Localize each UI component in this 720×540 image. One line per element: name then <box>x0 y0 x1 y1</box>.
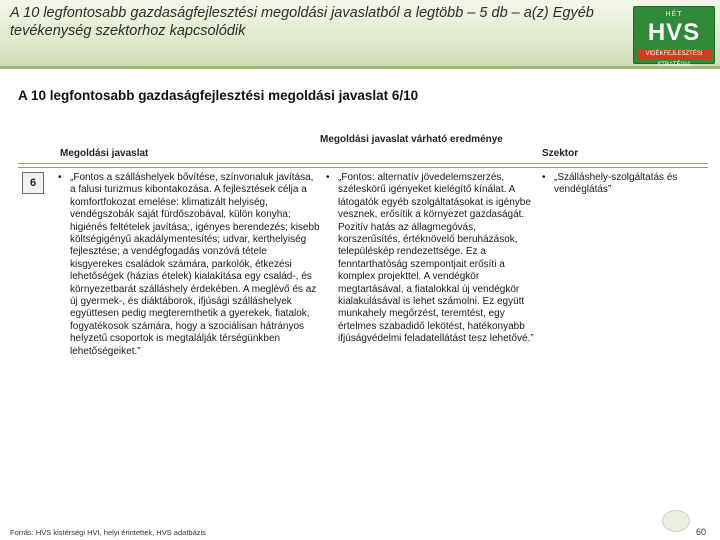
page-subtitle: A 10 legfontosabb gazdaságfejlesztési megoldási javaslat 6/10 <box>18 88 419 103</box>
source-footnote: Forrás: HVS kistérségi HVI, helyi érintettek, HVS adatbázis <box>10 528 206 537</box>
page-number: 60 <box>696 527 707 537</box>
logo-top-text: HÉT <box>665 11 683 18</box>
logo-sub-text: VIDÉKFEJLESZTÉSI STRATÉGIA <box>637 49 711 60</box>
slide-title: A 10 legfontosabb gazdaságfejlesztési megoldási javaslatból a legtöbb – 5 db – a(z) Egyéb tevékenység szektorhoz kapcsolódik <box>10 5 594 39</box>
watermark-logo-icon <box>662 510 690 532</box>
column-header-expected-result: Megoldási javaslat várható eredménye <box>320 134 503 145</box>
column-header-proposal: Megoldási javaslat <box>60 148 149 159</box>
proposal-cell <box>58 172 320 358</box>
sector-cell <box>542 172 707 197</box>
bullet-icon: • <box>326 172 330 183</box>
bullet-icon: • <box>542 172 546 183</box>
logo-main-text: HVS <box>647 19 701 46</box>
expected-result-text: „Fontos: alternatív jövedelemszerzés, széleskörű igényeket kielégítő kínálat. A látogatók egyéb szolgáltatásokat is igénybe vesznek, erősítik a környezet gazdaságát. Pozitív hatás az állagmegóvás, korszerűsítés, értéknövelő beruházások, településkép rendezettsége. Ez a fenntarthatóság szempontjait erősíti a komplex projekttel. A vendégkör megtartásával, a fiatalokkal új vendégkör kialakulásával is lehet számolni. Ez együtt munkahely megőrzést, teremtést, egy értelmes szabadidő lekötést, hatékonyabb ifjúságvédelmi feladatellátást tesz lehetővé.” <box>338 172 534 345</box>
header-divider <box>0 66 720 69</box>
sector-text: „Szálláshely-szolgáltatás és vendéglátás” <box>554 172 678 196</box>
header-rule-top <box>18 163 708 164</box>
row-number-badge: 6 <box>22 172 44 194</box>
column-header-sector: Szektor <box>542 148 579 159</box>
hvs-logo <box>633 6 715 68</box>
bullet-icon: • <box>58 172 62 183</box>
header-rule-bottom <box>18 167 708 168</box>
proposal-text: „Fontos a szálláshelyek bővítése, színvonaluk javítása, a falusi turizmus kibontakozása. A fejlesztések célja a komfortfokozat emelése: klimatizált helyiség, vendégszobák saját fürdőszobával, külön konyha; higiénés feltételek javítása;, igényes berendezés; kisebb költségigényű akadálymentesítés; udvar, kerthelyiség fejlesztése; a vendégfogadás vonzóvá tétele kisgyerekes családok számára, parkolók, étkezési lehetőségek (házias ételek) kialakítása egy család-, és környezetbarát szálláshely érdekében. A meglévő és az új gyermek-, és diáktáborok, ifjúsági szálláshelyek együttesen pedig megteremthetik a gyerekek, fiatalok, fogyatékosok számára, hogy a szociálisan hátrányos helyzetű csoportok is megtalálják térségünkben lehetőségeiket.” <box>70 172 320 357</box>
expected-result-cell <box>326 172 536 346</box>
